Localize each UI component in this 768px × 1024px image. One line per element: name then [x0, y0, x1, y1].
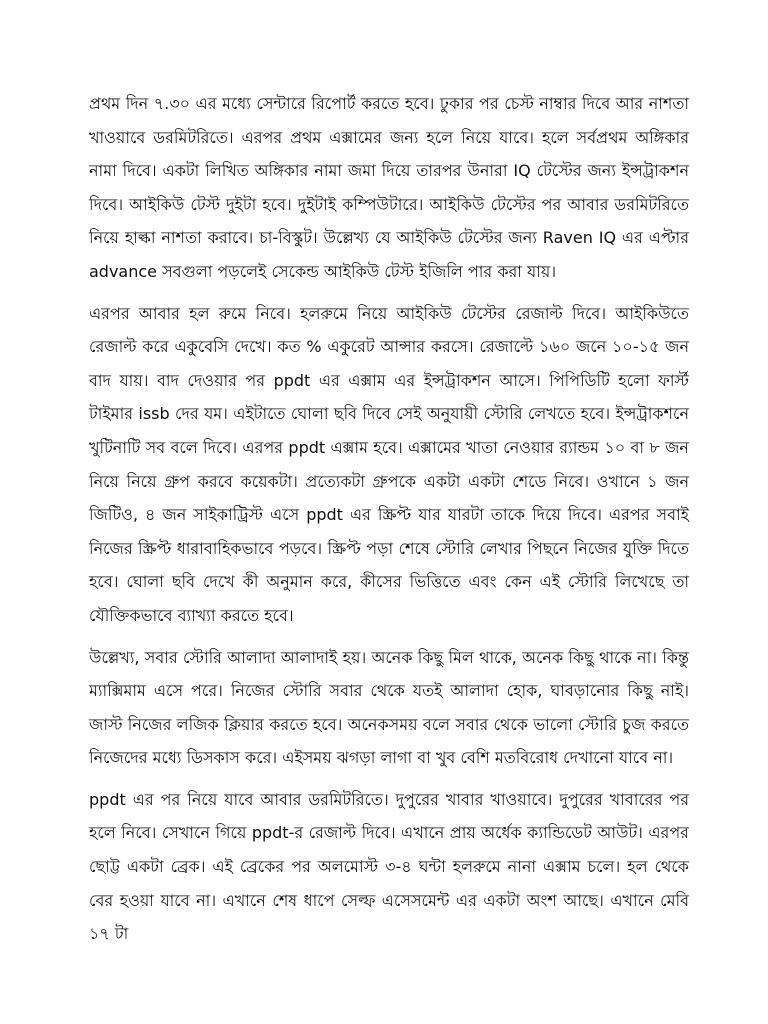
paragraph-4: ppdt এর পর নিয়ে যাবে আবার ডরমিটরিতে। দুপুরের খাবার খাওয়াবে। দুপুরের খাবারের পর হলে নিবে। সেখানে গিয়ে ppdt-র রেজাল্ট দিবে। এখানে প্রায় অর্ধেক ক্যান্ডিডেট আউট। এরপর ছোট্ট একটা ব্রেক। এই ব্রেকের পর অলমোস্ট ৩-৪ ঘন্টা হলরুমে নানা এক্সাম চলে। হল থেকে বের হওয়া যাবে না। এখানে শেষ ধাপে সেল্ফ এসেসমেন্ট এর একটা অংশ আছে। এখানে মেবি ১৭ টা: [89, 789, 689, 944]
paragraph-1: প্রথম দিন ৭.৩০ এর মধ্যে সেন্টারে রিপোর্ট করতে হবে। ঢুকার পর চেস্ট নাম্বার দিবে আর নাশতা খাওয়াবে ডরমিটরিতে। এরপর প্রথম এক্সামের জন্য হলে নিয়ে যাবে। হলে সর্বপ্রথম অঙ্গিকার নামা দিবে। একটা লিখিত অঙ্গিকার নামা জমা দিয়ে তারপর উনারা IQ টেস্টের জন্য ইন্সট্রাকশন দিবে। আইকিউ টেস্ট দুইটা হবে। দুইটাই কম্পিউটারে। আইকিউ টেস্টের পর আবার ডরমিটরিতে নিয়ে হাল্কা নাশতা করাবে। চা-বিস্কুট। উল্লেখ্য যে আইকিউ টেস্টের জন্য Raven IQ এর এপ্টার advance সবগুলা পড়লেই সেকেন্ড আইকিউ টেস্ট ইজিলি পার করা যায়।: [89, 94, 689, 281]
paragraph-2: এরপর আবার হল রুমে নিবে। হলরুমে নিয়ে আইকিউ টেস্টের রেজাল্ট দিবে। আইকিউতে রেজাল্ট করে একুবেসি দেখে। কত % একুরেট আন্সার করসে। রেজাল্টে ১৬০ জনে ১০-১৫ জন বাদ যায়। বাদ দেওয়ার পর ppdt এর এক্সাম এর ইন্সট্রাকশন আসে। পিপিডিটি হলো ফার্স্ট টাইমার issb দের যম। এইটাতে ঘোলা ছবি দিবে সেই অনুযায়ী স্টোরি লেখতে হবে। ইন্সট্রাকশনে খুটিনাটি সব বলে দিবে। এরপর ppdt এক্সাম হবে। এক্সামের খাতা নেওয়ার র‍্যান্ডম ১০ বা ৮ জন নিয়ে নিয়ে গ্রুপ করবে কয়েকটা। প্রত্যেকটা গ্রুপকে একটা একটা শেডে নিবে। ওখানে ১ জন জিটিও, ৪ জন সাইকাট্রিস্ট এসে ppdt এর স্ক্রিপ্ট যার যারটা তাকে দিয়ে দিবে। এরপর সবাই নিজের স্ক্রিপ্ট ধারাবাহিকভাবে পড়বে। স্ক্রিপ্ট পড়া শেষে স্টোরি লেখার পিছনে নিজের যুক্তি দিতে হবে। ঘোলা ছবি দেখে কী অনুমান করে, কীসের ভিত্তিতে এবং কেন এই স্টোরি লিখেছে তা যৌক্তিকভাবে ব্যাখ্যা করতে হবে।: [89, 303, 689, 625]
document-body: [89, 87, 689, 959]
paragraph-3: উল্লেখ্য, সবার স্টোরি আলাদা আলাদাই হয়। অনেক কিছু মিল থাকে, অনেক কিছু থাকে না। কিন্তু ম্যাক্সিমাম এসে পরে। নিজের স্টোরি সবার থেকে যতই আলাদা হোক, ঘাবড়ানোর কিছু নাই। জাস্ট নিজের লজিক ক্লিয়ার করতে হবে। অনেকসময় বলে সবার থেকে ভালো স্টোরি চুজ করতে নিজেদের মধ্যে ডিসকাস করে। এইসময় ঝগড়া লাগা বা খুব বেশি মতবিরোধ দেখানো যাবে না।: [89, 647, 689, 768]
